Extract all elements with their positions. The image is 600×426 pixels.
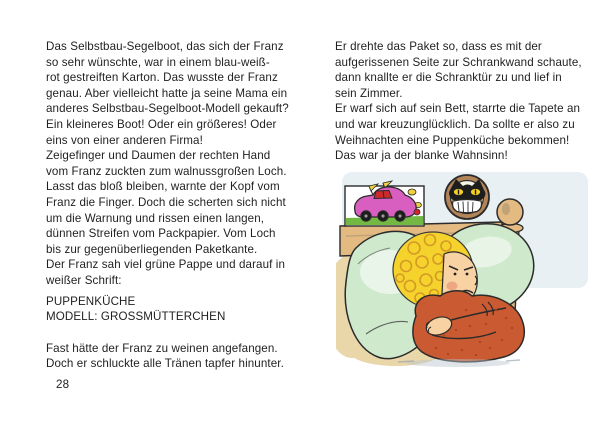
text-line: MODELL: GROSSMÜTTERCHEN bbox=[46, 310, 226, 324]
text-line: aufgerissenen Seite zur Schrankwand schaute, bbox=[335, 55, 582, 69]
text-line: Er drehte das Paket so, dass es mit der bbox=[335, 40, 542, 53]
text-line: PUPPENKÜCHE bbox=[46, 294, 136, 308]
paragraph bbox=[335, 39, 595, 164]
bedroom-illustration bbox=[336, 164, 594, 378]
text-line: um die Warnung und rissen einen langen, bbox=[46, 211, 265, 225]
text-line: dünnen Streifen vom Packpapier. Vom Loch bbox=[46, 227, 276, 241]
text-line: so sehr wünschte, war in einem blau-weiß- bbox=[46, 55, 270, 69]
text-line: anderes Selbstbau-Segelboot-Modell gekauft? bbox=[46, 102, 289, 116]
text-line: Er warf sich auf sein Bett, starrte die Tapete an bbox=[335, 102, 581, 116]
text-line: Zeigefinger und Daumen der rechten Hand bbox=[46, 149, 271, 163]
text-line: und war kreuzunglücklich. Da sollte er also zu bbox=[335, 117, 575, 131]
text-line: weißer Schrift: bbox=[46, 273, 122, 287]
text-line: Franz die Finger. Doch die scherten sich nicht bbox=[46, 195, 286, 209]
car-poster bbox=[345, 181, 424, 226]
text-line: bis zur gegenüberliegenden Paketkante. bbox=[46, 242, 258, 256]
cat-clock bbox=[445, 175, 489, 219]
text-line: Lasst das bloß bleiben, warnte der Kopf vom bbox=[46, 180, 280, 194]
text-line: Ein kleineres Boot! Oder ein größeres! Oder bbox=[46, 117, 277, 131]
text-line: eins von einer anderen Firma! bbox=[46, 133, 203, 147]
text-line: Der Franz sah viel grüne Pappe und darauf in bbox=[46, 258, 285, 272]
left-text-column bbox=[46, 39, 324, 372]
text-line: rot gestreiften Karton. Das wusste der Franz bbox=[46, 71, 278, 85]
cat-grin bbox=[453, 200, 482, 213]
right-text-column bbox=[335, 39, 595, 164]
text-line: Fast hätte der Franz zu weinen angefangen. bbox=[46, 341, 278, 355]
text-line: Doch er schluckte alle Tränen tapfer hinunter. bbox=[46, 357, 284, 371]
text-line: sein Zimmer. bbox=[335, 86, 403, 100]
text-line: Das war ja der blanke Wahnsinn! bbox=[335, 149, 508, 163]
illustration-svg bbox=[336, 164, 594, 378]
text-line: dann knallte er die Schranktür zu und lief in bbox=[335, 71, 562, 85]
text-line: vom Franz zuckten zum walnussgroßen Loch. bbox=[46, 164, 287, 178]
page-number: 28 bbox=[56, 378, 70, 391]
paragraph bbox=[46, 39, 324, 289]
text-line: Das Selbstbau-Segelboot, das sich der Franz bbox=[46, 40, 284, 53]
text-line: Weihnachten eine Puppenküche bekommen! bbox=[335, 133, 570, 147]
text-line: genau. Aber vielleicht hatte ja seine Mama ein bbox=[46, 86, 288, 100]
package-label-text bbox=[46, 294, 324, 325]
paragraph bbox=[46, 341, 324, 372]
